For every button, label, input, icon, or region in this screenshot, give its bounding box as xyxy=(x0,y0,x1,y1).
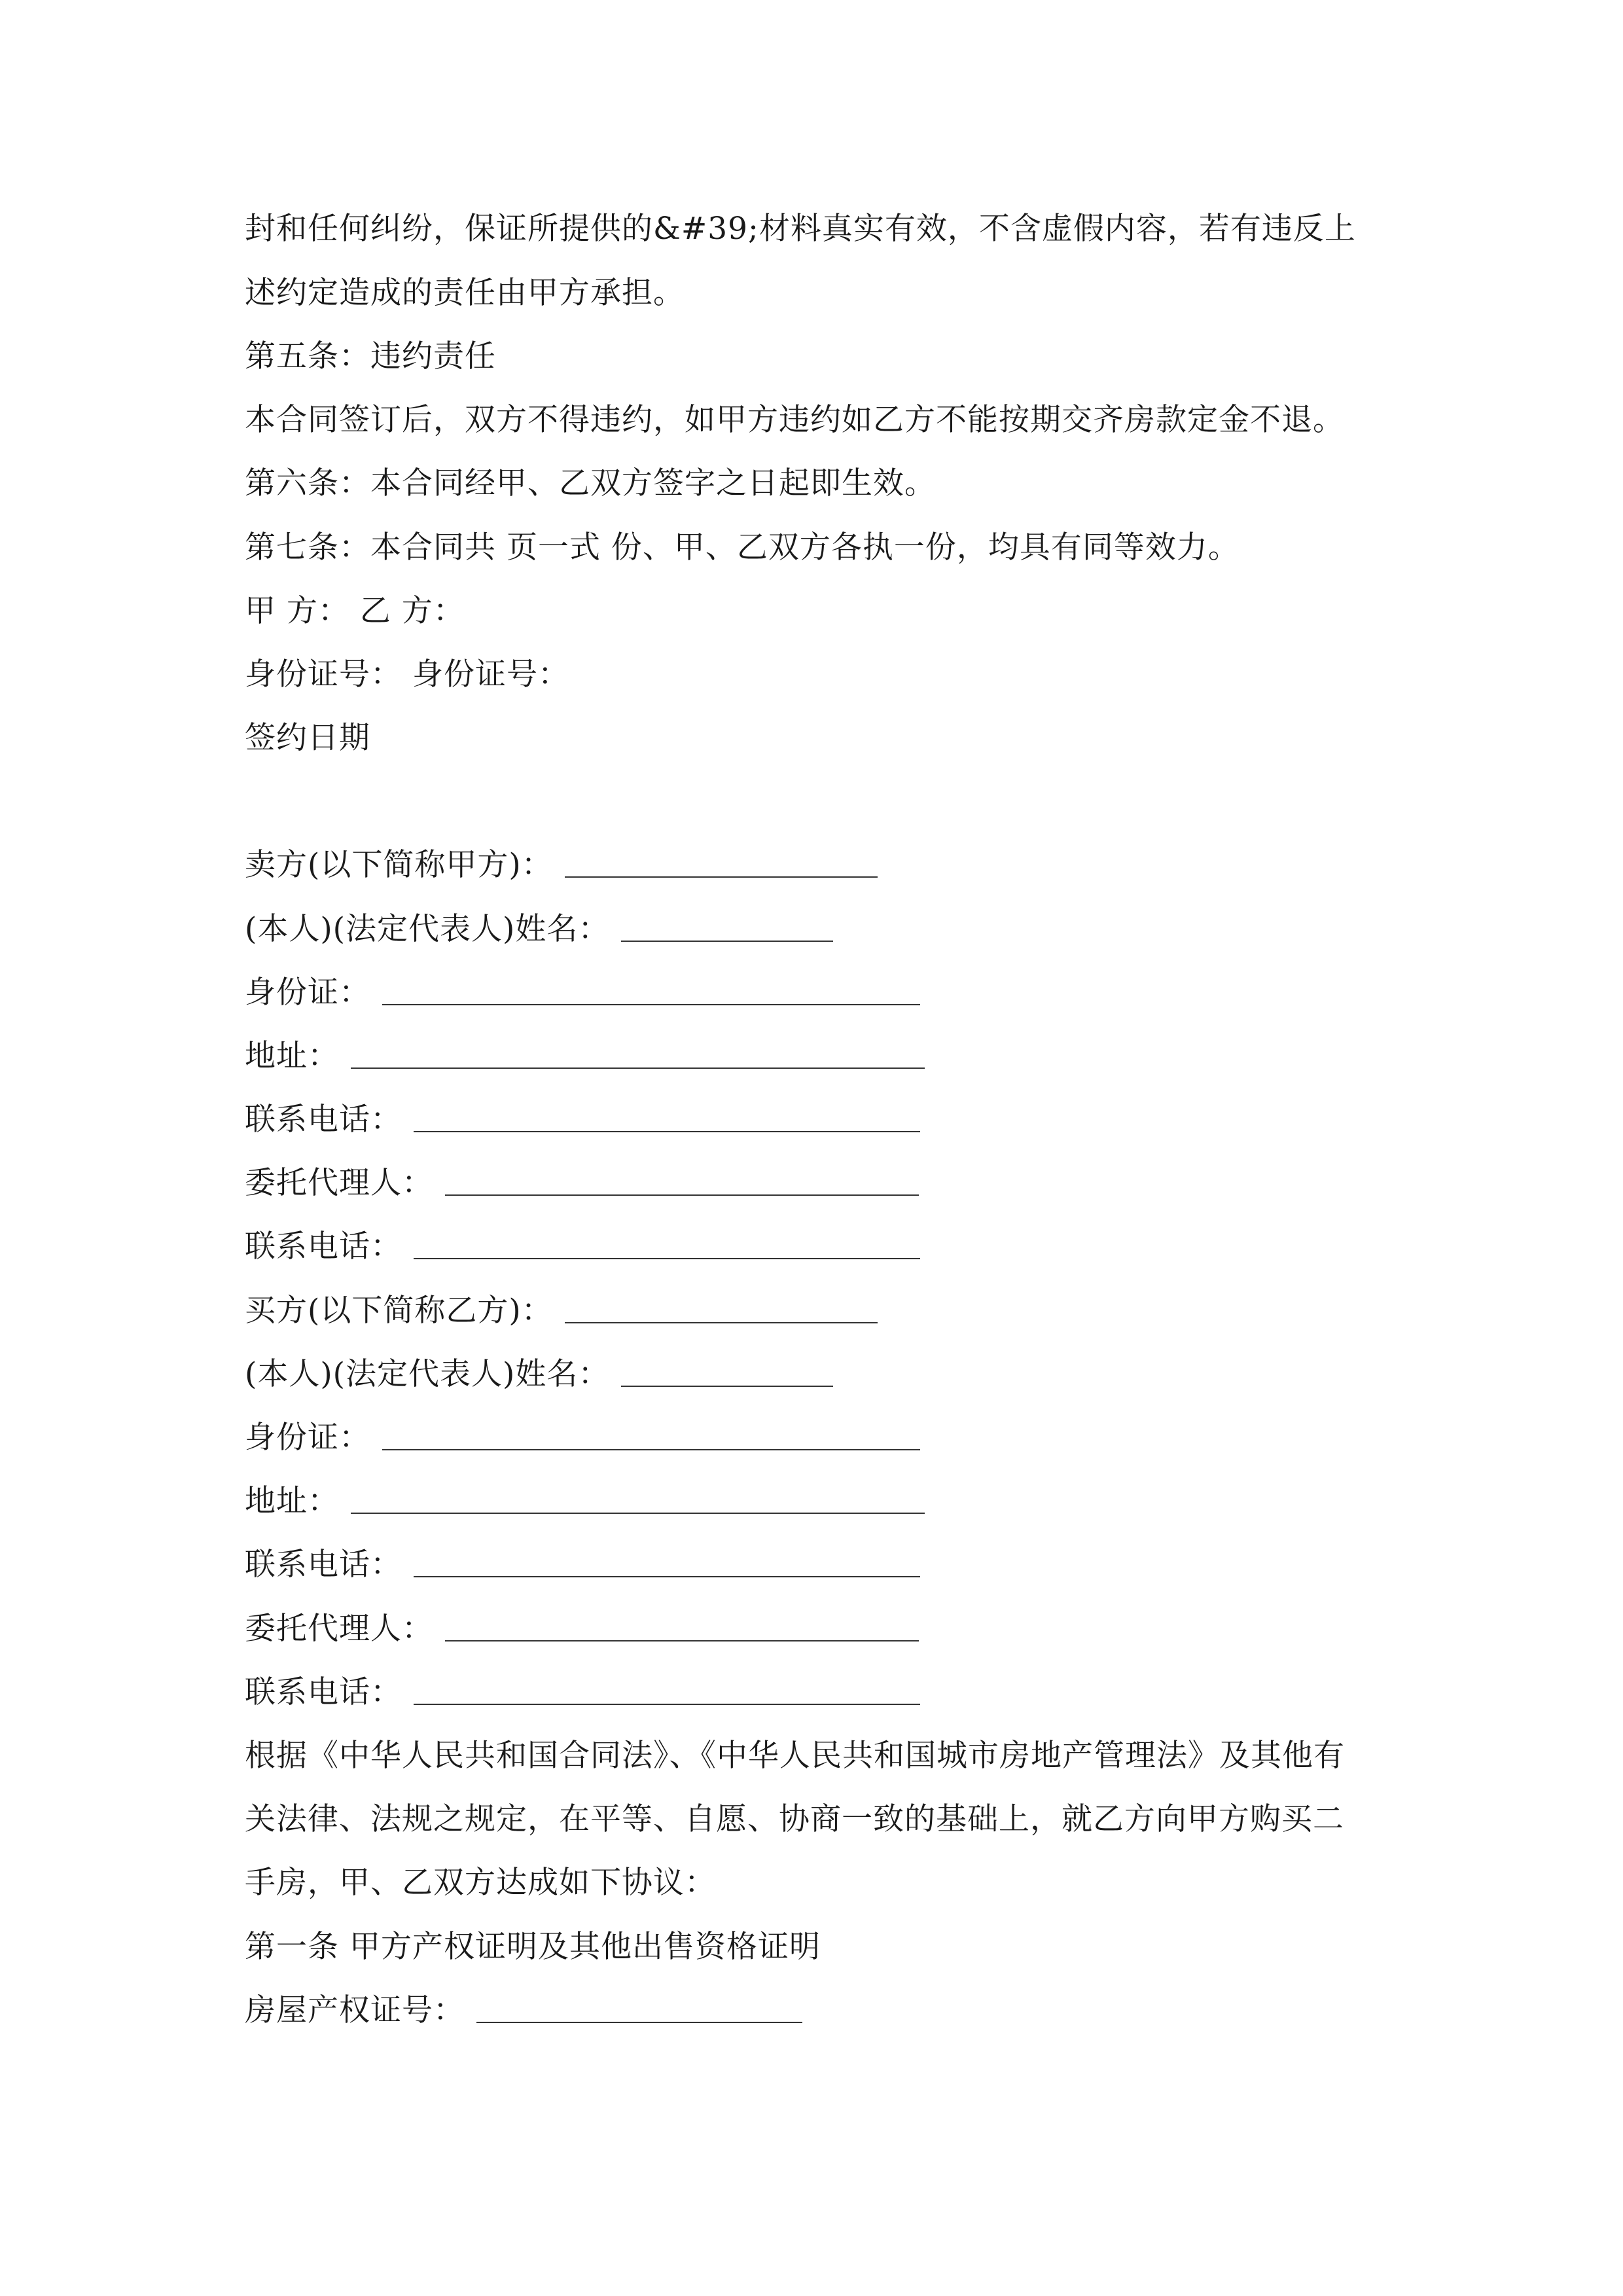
buyer-agent-phone-label: 联系电话： xyxy=(245,1674,402,1710)
property-cert-blank[interactable] xyxy=(476,2022,802,2023)
buyer-title-blank[interactable] xyxy=(565,1322,878,1323)
buyer-id-row xyxy=(245,1418,920,1458)
seller-agent-phone-label: 联系电话： xyxy=(245,1229,402,1265)
buyer-name-row xyxy=(245,1355,833,1394)
seller-phone-blank[interactable] xyxy=(414,1131,920,1132)
seller-name-row xyxy=(245,910,833,949)
buyer-phone-blank[interactable] xyxy=(414,1576,920,1577)
buyer-phone-row xyxy=(245,1545,920,1585)
signing-date: 签约日期 xyxy=(245,720,370,756)
seller-name-blank[interactable] xyxy=(621,941,833,942)
seller-id-label: 身份证： xyxy=(245,975,370,1011)
article-7: 第七条：本合同共 页一式 份、甲、乙双方各执一份，均具有同等效力。 xyxy=(245,529,1240,565)
text-line: 述约定造成的责任由甲方承担。 xyxy=(245,275,685,311)
buyer-address-blank[interactable] xyxy=(351,1513,925,1514)
seller-agent-row xyxy=(245,1164,919,1203)
seller-agent-phone-row xyxy=(245,1227,920,1266)
seller-title-label: 卖方(以下简称甲方)： xyxy=(245,847,553,883)
basis-line-2: 关法律、法规之规定，在平等、自愿、协商一致的基础上，就乙方向甲方购买二 xyxy=(245,1801,1344,1837)
buyer-agent-row xyxy=(245,1609,919,1649)
buyer-id-blank[interactable] xyxy=(382,1449,920,1450)
basis-line-1: 根据《中华人民共和国合同法》、《中华人民共和国城市房地产管理法》及其他有 xyxy=(245,1738,1345,1774)
buyer-address-label: 地址： xyxy=(245,1483,339,1519)
buyer-agent-phone-row xyxy=(245,1673,920,1712)
buyer-name-label: (本人)(法定代表人)姓名： xyxy=(245,1356,610,1392)
seller-title-row xyxy=(245,846,878,885)
seller-agent-phone-blank[interactable] xyxy=(414,1258,920,1259)
buyer-agent-blank[interactable] xyxy=(445,1640,919,1641)
seller-address-blank[interactable] xyxy=(351,1067,925,1069)
seller-address-label: 地址： xyxy=(245,1038,339,1074)
buyer-address-row xyxy=(245,1482,925,1521)
seller-agent-label: 委托代理人： xyxy=(245,1165,433,1201)
seller-id-blank[interactable] xyxy=(382,1004,920,1005)
signature-parties: 甲 方： 乙 方： xyxy=(245,593,465,629)
article-6: 第六条：本合同经甲、乙双方签字之日起即生效。 xyxy=(245,465,936,501)
buyer-title-label: 买方(以下简称乙方)： xyxy=(245,1293,553,1329)
article-1-heading: 第一条 甲方产权证明及其他出售资格证明 xyxy=(245,1929,821,1965)
seller-address-row xyxy=(245,1037,925,1076)
seller-title-blank[interactable] xyxy=(565,876,878,878)
buyer-title-row xyxy=(245,1291,878,1331)
text-line: 封和任何纠纷，保证所提供的&#39;材料真实有效，不含虚假内容，若有违反上 xyxy=(245,211,1356,247)
property-cert-row xyxy=(245,1991,802,2030)
basis-line-3: 手房，甲、乙双方达成如下协议： xyxy=(245,1865,716,1901)
seller-name-label: (本人)(法定代表人)姓名： xyxy=(245,911,610,947)
seller-phone-label: 联系电话： xyxy=(245,1102,402,1138)
signature-ids: 身份证号： 身份证号： xyxy=(245,656,569,692)
property-cert-label: 房屋产权证号： xyxy=(245,1992,465,2028)
buyer-name-blank[interactable] xyxy=(621,1386,833,1387)
buyer-agent-label: 委托代理人： xyxy=(245,1611,433,1647)
seller-id-row xyxy=(245,973,920,1013)
buyer-phone-label: 联系电话： xyxy=(245,1547,402,1583)
article-5-heading: 第五条：违约责任 xyxy=(245,338,496,374)
buyer-id-label: 身份证： xyxy=(245,1420,370,1456)
seller-phone-row xyxy=(245,1100,920,1139)
buyer-agent-phone-blank[interactable] xyxy=(414,1704,920,1705)
text-line: 本合同签订后，双方不得违约，如甲方违约如乙方不能按期交齐房款定金不退。 xyxy=(245,402,1344,438)
seller-agent-blank[interactable] xyxy=(445,1194,919,1196)
